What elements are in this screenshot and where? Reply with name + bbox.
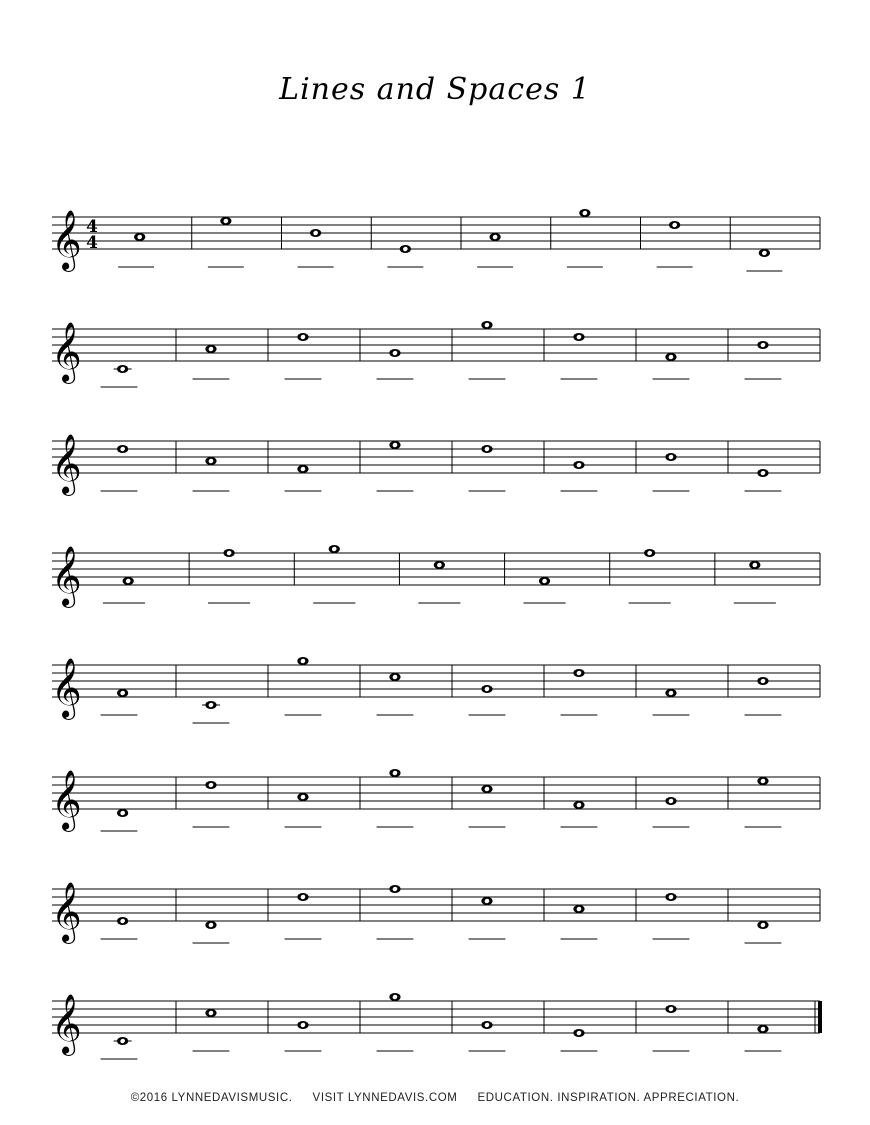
treble-clef-icon: 𝄞 [51,322,82,382]
treble-clef-icon: 𝄞 [51,546,82,606]
treble-clef-icon: 𝄞 [51,882,82,942]
footer-tagline: EDUCATION. INSPIRATION. APPRECIATION. [477,1092,740,1104]
page-title: Lines and Spaces 1 [279,72,591,107]
treble-clef-icon: 𝄞 [51,210,82,270]
footer-copyright: ©2016 LYNNEDAVISMUSIC. [130,1092,293,1104]
treble-clef-icon: 𝄞 [51,658,82,718]
treble-clef-icon: 𝄞 [51,770,82,830]
page-footer [0,1092,870,1104]
time-signature-bottom: 4 [86,233,98,253]
treble-clef-icon: 𝄞 [51,434,82,494]
footer-visit: VISIT LYNNEDAVIS.COM [312,1092,458,1104]
treble-clef-icon: 𝄞 [51,994,82,1054]
time-signature-top: 4 [86,217,98,237]
